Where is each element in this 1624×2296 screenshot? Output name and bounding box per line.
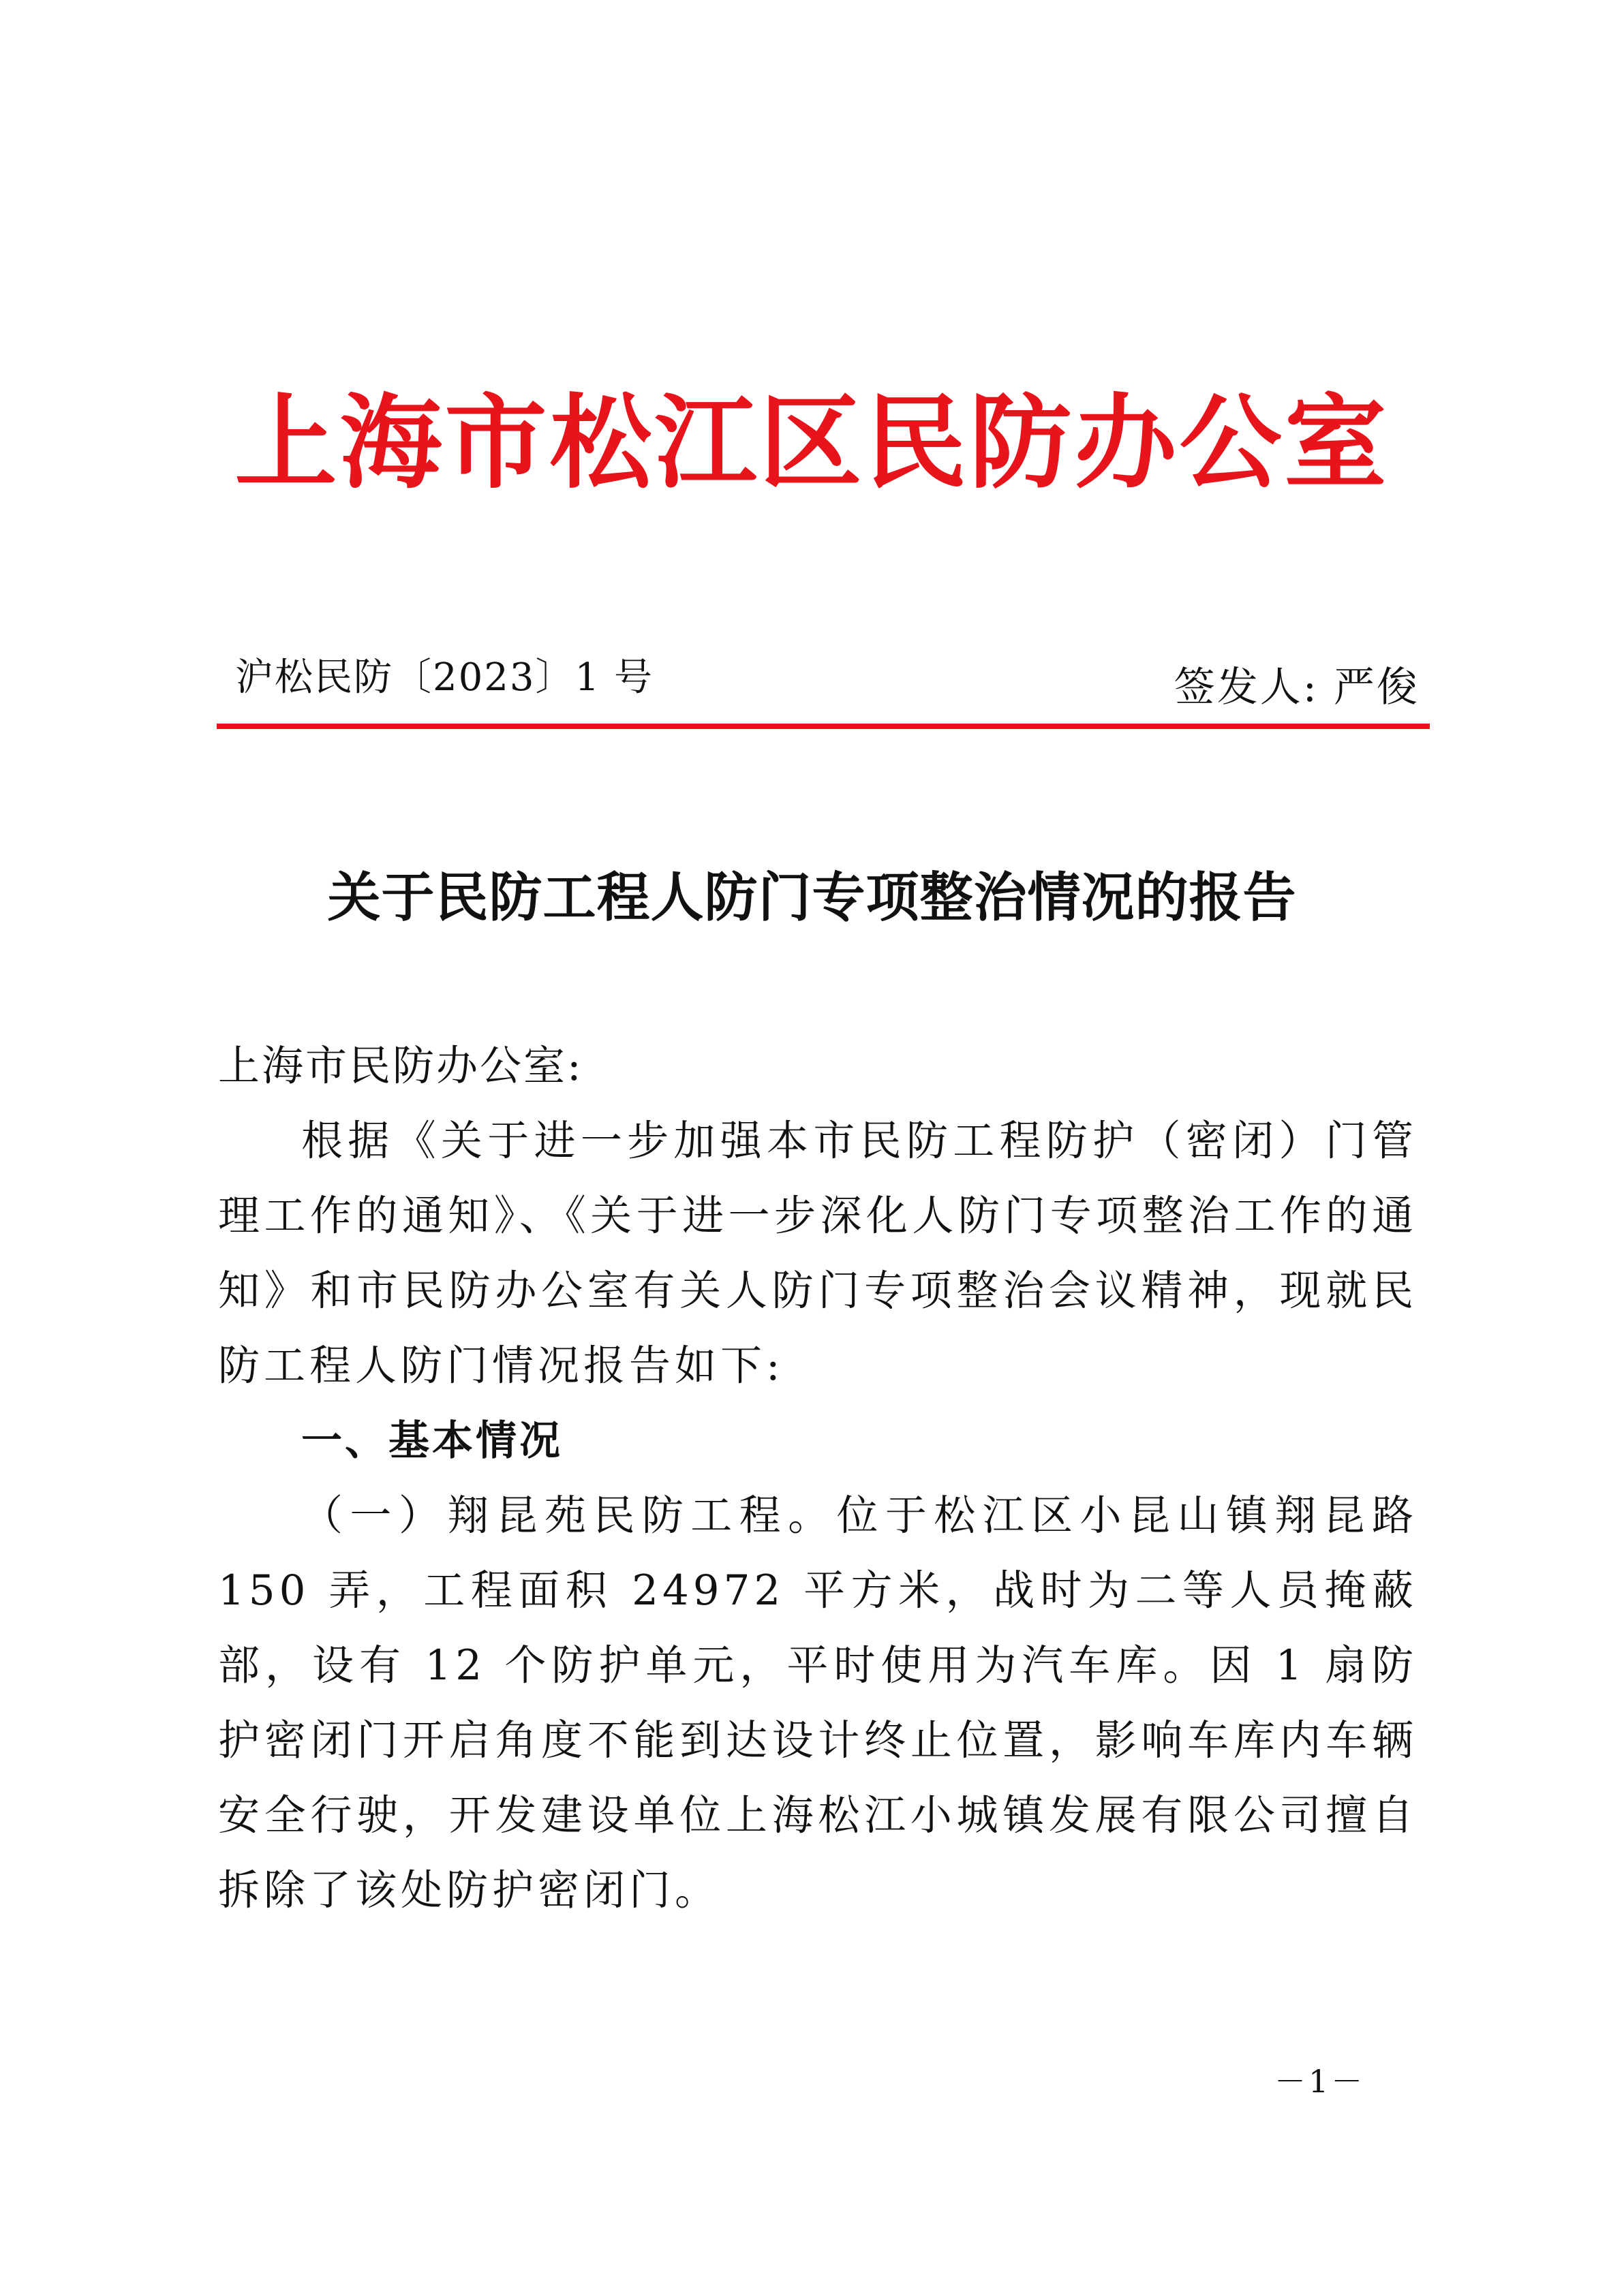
red-divider-line <box>217 724 1430 729</box>
addressee: 上海市民防办公室: <box>218 1042 583 1090</box>
organization-title: 上海市松江区民防办公室 <box>234 383 1390 503</box>
section-heading-basic-situation: 一、基本情况 <box>301 1417 563 1465</box>
page-number: －1－ <box>1274 2063 1366 2100</box>
document-number: 沪松民防〔2023〕1 号 <box>235 655 654 700</box>
report-body <box>218 1029 1418 1928</box>
paragraph-intro: 根据《关于进一步加强本市民防工程防护（密闭）门管理工作的通知》、《关于进一步深化人防门专项整治工作的通知》和市民防办公室有关人防门专项整治会议精神，现就民防工程人防门情况报告如下: <box>218 1117 1418 1390</box>
paragraph-xiangkunyuan: （一）翔昆苑民防工程。位于松江区小昆山镇翔昆路 150 弄，工程面积 24972 平方米，战时为二等人员掩蔽部，设有 12 个防护单元，平时使用为汽车库。因 1 扇防护密闭门开启角度不能到达设计终止位置，影响车库内车辆安全行驶，开发建设单位上海松江小城镇发展有限公司擅自拆除了该处防护密闭门。 <box>218 1491 1418 1914</box>
signer: 签发人: 严俊 <box>1174 664 1420 711</box>
report-title: 关于民防工程人防门专项整治情况的报告 <box>327 867 1297 929</box>
